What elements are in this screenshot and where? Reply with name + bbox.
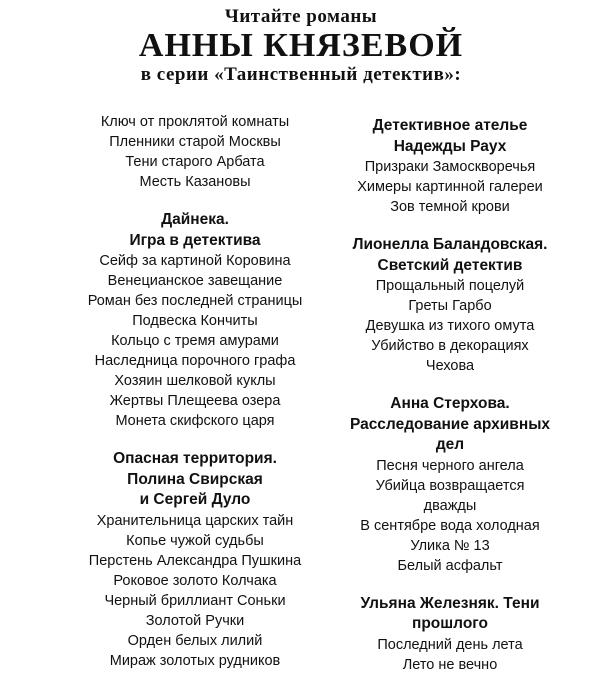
book-title: Лето не вечно — [402, 656, 498, 673]
book-title: Хозяин шелковой куклы — [114, 373, 276, 389]
section-title: Расследование архивных — [349, 415, 551, 433]
book-title: Наследница порочного графа — [94, 353, 296, 369]
book-title: Греты Гарбо — [408, 298, 492, 314]
book-title: Жертвы Плещеева озера — [109, 393, 281, 409]
book-title: Чехова — [425, 358, 475, 374]
section-title: Игра в детектива — [129, 231, 261, 249]
series-section — [300, 235, 600, 376]
book-title: Убийца возвращается — [375, 477, 525, 494]
book-title: Химеры картинной галереи — [357, 179, 543, 195]
book-title: Роман без последней страницы — [87, 293, 303, 309]
book-title: Белый асфальт — [397, 557, 503, 574]
section-title: и Сергей Дуло — [139, 491, 251, 508]
series-section — [300, 594, 600, 675]
book-title: Месть Казановы — [139, 174, 251, 190]
series-section — [300, 116, 600, 217]
section-title: Анна Стерхова. — [390, 395, 510, 412]
book-title: Призраки Замоскворечья — [364, 159, 536, 175]
section-title: дел — [435, 436, 465, 453]
author-name: АННЫ КНЯЗЕВОЙ — [138, 27, 464, 64]
book-title: Песня черного ангела — [376, 457, 524, 474]
header-intro: Читайте романы — [224, 6, 378, 27]
book-title: Пленники старой Москвы — [109, 134, 281, 150]
series-section — [300, 394, 600, 576]
section-title: Опасная территория. — [113, 450, 277, 467]
book-title: Венецианское завещание — [107, 273, 283, 289]
book-title: Роковое золото Колчака — [113, 572, 277, 589]
book-title: Мираж золотых рудников — [109, 652, 281, 669]
right-column — [300, 116, 600, 693]
section-title: Ульяна Железняк. Тени — [360, 594, 540, 612]
section-title: Детективное ателье — [372, 117, 528, 134]
book-title: Подвеска Кончиты — [132, 313, 258, 329]
section-title: Дайнека. — [161, 211, 229, 228]
book-title: дважды — [423, 497, 477, 514]
book-title: Перстень Александра Пушкина — [88, 552, 302, 569]
book-title: Монета скифского царя — [115, 413, 275, 429]
book-title: Зов темной крови — [390, 199, 510, 215]
book-title: Улика № 13 — [410, 537, 490, 554]
book-title: Девушка из тихого омута — [365, 318, 535, 334]
section-title: Полина Свирская — [127, 470, 263, 488]
book-title: Орден белых лилий — [127, 632, 263, 649]
section-title: Надежды Раух — [393, 137, 507, 155]
section-title: прошлого — [411, 615, 489, 632]
book-title: Тени старого Арбата — [125, 154, 265, 170]
book-title: В сентябре вода холодная — [360, 517, 540, 534]
book-title: Черный бриллиант Соньки — [104, 592, 286, 609]
page-header — [0, 0, 602, 86]
book-title: Прощальный поцелуй — [375, 278, 525, 294]
book-title: Золотой Ручки — [145, 612, 245, 629]
book-title: Сейф за картиной Коровина — [99, 253, 291, 269]
book-title: Копье чужой судьбы — [126, 532, 264, 549]
book-title: Убийство в декорациях — [371, 338, 529, 354]
series-name: в серии «Таинственный детектив»: — [140, 64, 462, 85]
section-title: Лионелла Баландовская. — [352, 236, 548, 253]
book-title: Кольцо с тремя амурами — [111, 333, 279, 349]
book-title: Последний день лета — [377, 636, 523, 653]
book-title: Ключ от проклятой комнаты — [100, 114, 290, 130]
section-title: Светский детектив — [377, 256, 523, 274]
book-title: Хранительница царских тайн — [96, 512, 294, 529]
